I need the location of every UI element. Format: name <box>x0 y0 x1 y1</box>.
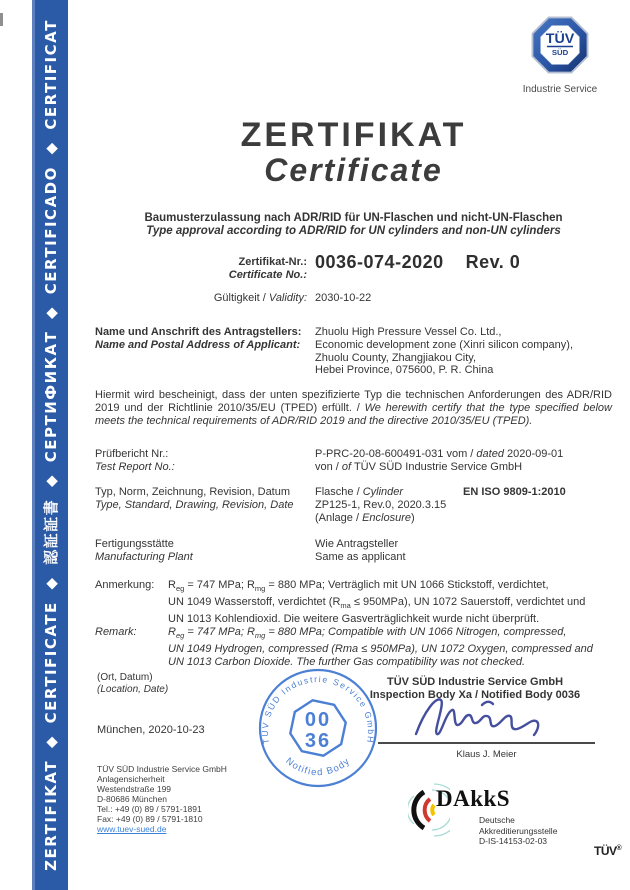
remark-label-en: Remark: <box>95 625 137 638</box>
scan-artifact <box>0 13 3 26</box>
place-date-label: (Ort, Datum) (Location, Date) <box>97 672 169 695</box>
subtitle-en: Type approval according to ADR/RID for UN cylinders and non-UN cylinders <box>146 225 561 237</box>
dakks-wordmark: DAkkS <box>436 786 511 811</box>
logo-word-sued: SÜD <box>551 47 569 57</box>
remark-text-en: $R_{eg} = 747$ MPa; $R_{mg} = 880$ MPa; Compatible with UN 1066 Nitrogen, compressed, UN 1049 Hydrogen, compressed (Rma ≤ 950MPa), UN 1072 Oxygen, compressed and UN 1013 Carbon Dioxide. The further Gas compatibility was not checked. <box>168 625 593 668</box>
remark-label-de: Anmerkung: <box>95 579 155 591</box>
standard-reference: EN ISO 9809-1:2010 <box>463 486 566 498</box>
place-date-value: München, 2020-10-23 <box>97 724 205 736</box>
type-standard-value: Flasche / Cylinder ZP125-1, Rev.0, 2020.3.15 (Anlage / Enclosure) <box>315 486 447 524</box>
applicant-label: Name und Anschrift des Antragstellers: Name and Postal Address of Applicant: <box>95 326 302 351</box>
type-standard-row <box>95 486 612 524</box>
signatory-org: TÜV SÜD Industrie Service GmbH Inspection Body Xa / Notified Body 0036 <box>369 676 581 701</box>
applicant-address: Zhuolu High Pressure Vessel Co. Ltd., Economic development zone (Xinri silicon company), Zhuolu County, Zhangjiakou City, Hebei Province, 075600, P. R. China <box>315 326 574 377</box>
logo-caption: Industrie Service <box>522 84 598 95</box>
plant-value: Wie Antragsteller Same as applicant <box>315 538 406 563</box>
signature <box>408 692 568 747</box>
stamp-bottom-text: Notified Body <box>283 755 353 779</box>
test-report-label: Prüfbericht Nr.: Test Report No.: <box>95 448 175 473</box>
page-title-en: Certificate <box>264 152 443 188</box>
type-standard-label: Typ, Norm, Zeichnung, Revision, Datum Type, Standard, Drawing, Revision, Date <box>95 486 294 511</box>
logo-word-tuv: TÜV <box>545 31 575 48</box>
sideband-multilingual-text: ZERTIFIKAT ◆ CERTIFICATE ◆ 認証証書 ◆ СЕРТИФИКАТ ◆ CERTIFICADO ◆ CERTIFICAT <box>42 19 60 871</box>
signature-icon <box>408 692 568 742</box>
validity-value: 2030-10-22 <box>315 292 372 304</box>
test-report-value: P-PRC-20-08-600491-031 vom / dated 2020-09-01 von / of TÜV SÜD Industrie Service GmbH <box>315 448 564 473</box>
signature-line <box>378 742 595 744</box>
issuer-website-link[interactable]: www.tuev-sued.de <box>97 824 167 834</box>
validity-label: Gültigkeit / Validity: <box>213 292 307 304</box>
stamp-number-bottom: 36 <box>304 730 332 752</box>
dakks-caption: Deutsche Akkreditierungsstelle D-IS-14153-02-03 <box>479 815 558 846</box>
subtitle <box>95 212 612 238</box>
cert-revision: Rev. 0 <box>465 252 521 272</box>
certificate-sideband <box>32 0 68 890</box>
cert-no-label: Zertifikat-Nr.: Certificate No.: <box>228 256 307 281</box>
stamp-number-top: 00 <box>304 709 332 731</box>
dakks-accreditation <box>408 782 588 852</box>
remark-block <box>95 579 612 668</box>
validity-row <box>95 292 612 305</box>
page-title-de: ZERTIFIKAT <box>240 116 467 154</box>
cert-no-value: 0036-074-2020 Rev. 0 <box>315 252 521 272</box>
remark-text-de: $R_{eg} = 747$ MPa; $R_{mg} = 880$ MPa; Verträglich mit UN 1066 Stickstoff, verdichtet, UN 1049 Wasserstoff, verdichtet $(R_{ma} \le 950MPa)$, UN 1072 Sauerstoff, verdichtet und UN 1013 Kohlendioxid. Die weitere Gasverträglichkeit wurde nicht überprüft. <box>168 579 586 625</box>
certificate-number-row <box>95 252 612 282</box>
plant-label: Fertigungsstätte Manufacturing Plant <box>95 538 193 563</box>
test-report-row <box>95 448 612 474</box>
tuv-sud-octagon-icon <box>529 14 591 76</box>
stamp-top-text: TÜV SÜD Industrie Service GmbH <box>259 674 377 745</box>
tuv-wordmark: TÜV® <box>594 844 622 858</box>
signatory-name: Klaus J. Meier <box>456 749 517 760</box>
certification-statement: Hiermit wird bescheinigt, dass der unten spezifizierte Typ die technischen Anforderungen des ADR/RID 2019 und der Richtlinie 2010/35/EU (TPED) erfüllt. / We herewith certify that the type specified below meets the technical requirements of ADR/RID 2019 and the directive 2010/35/EU (TPED). <box>95 389 612 427</box>
applicant-row <box>95 326 612 377</box>
plant-row <box>95 538 612 564</box>
svg-text:Notified Body <box>283 756 352 779</box>
issuer-address: TÜV SÜD Industrie Service GmbH Anlagensicherheit Westendstraße 199 D-80686 München Tel.: +49 (0) 89 / 5791-1891 Fax: +49 (0) 89 / 5791-1810 www.tuev-sued.de <box>97 764 227 834</box>
tuv-sud-logo <box>508 14 612 95</box>
subtitle-de: Baumusterzulassung nach ADR/RID für UN-Flaschen und nicht-UN-Flaschen <box>144 212 563 224</box>
